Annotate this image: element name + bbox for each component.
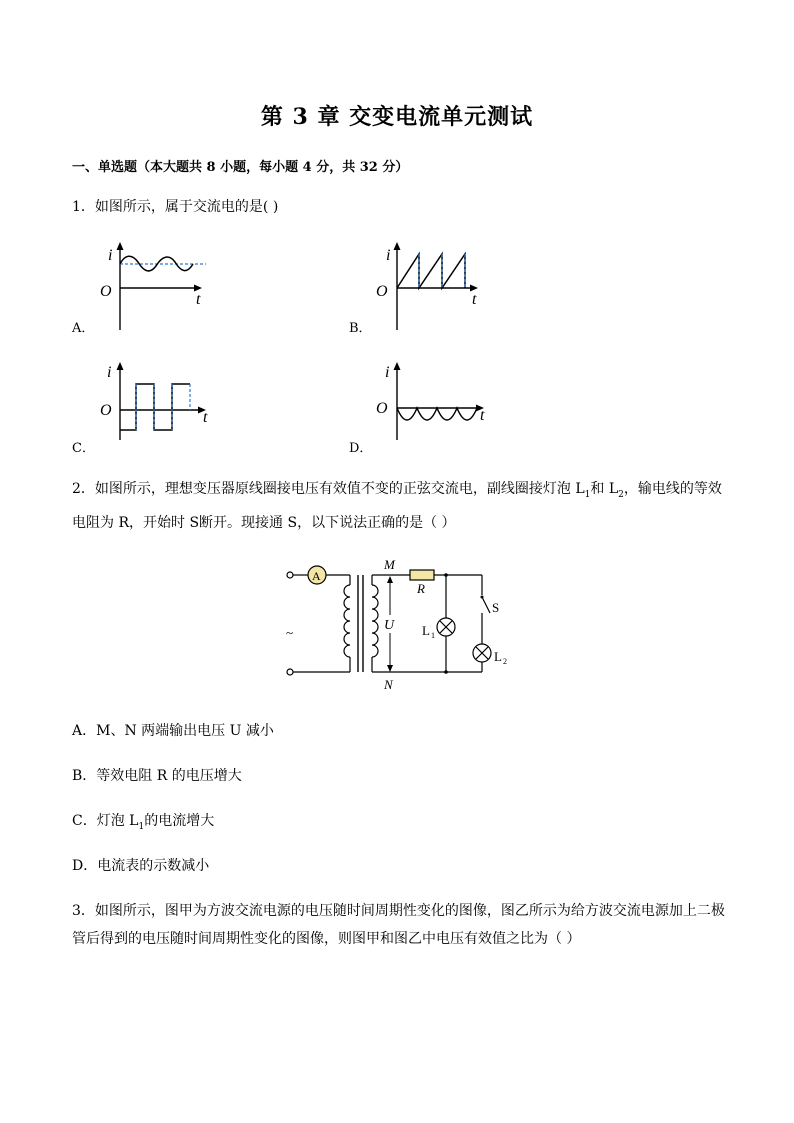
rectified-wave	[397, 408, 477, 420]
primary-coil	[344, 585, 350, 657]
axis-t-label: t	[480, 407, 485, 424]
secondary-coil	[372, 585, 378, 657]
q2-stem-part2: 和 L	[590, 481, 619, 497]
q3-line2: 管后得到的电压随时间周期性变化的图像，则图甲和图乙中电压有效值之比为（ ）	[72, 931, 581, 947]
axis-o-label: O	[376, 400, 388, 417]
resistor-r	[410, 570, 434, 580]
q2-stem-part3: ，输电线的等效	[623, 481, 722, 497]
ac-source-label: ~	[286, 625, 294, 640]
q2-choice-b[interactable]: B．等效电阻 R 的电压增大	[72, 768, 242, 784]
q2-sub2: 2	[618, 489, 624, 500]
q2-choice-d[interactable]: D．电流表的示数减小	[72, 858, 210, 874]
axis-o-label: O	[100, 283, 112, 300]
axis-o-label: O	[100, 402, 112, 419]
q3-line1: 3．如图所示，图甲为方波交流电源的电压随时间周期性变化的图像，图乙所示为给方波交流电源加上二极	[72, 903, 725, 919]
axis-t-label: t	[196, 291, 201, 308]
lamp-l1-sub: 1	[431, 631, 435, 640]
q2-choice-a[interactable]: A．M、N 两端输出电压 U 减小	[72, 723, 274, 739]
axis-t-label: t	[203, 409, 208, 426]
axis-o-label: O	[376, 283, 388, 300]
terminal-n-label: N	[384, 677, 393, 692]
voltage-u-label: U	[384, 618, 395, 633]
switch-s-label: S	[492, 600, 500, 615]
switch-s	[482, 597, 490, 613]
axis-i-label: i	[385, 364, 390, 381]
axis-i-label: i	[386, 247, 391, 264]
q2-stem-line2: 电阻为 R，开始时 S断开。现接通 S，以下说法正确的是（ ）	[72, 514, 456, 531]
question-2-stem	[72, 475, 752, 537]
sawtooth-curve	[397, 254, 465, 288]
q1-option-a[interactable]: A．	[72, 321, 95, 336]
lamp-l1-label: L	[422, 623, 430, 638]
q1-graph-b	[370, 240, 500, 330]
axis-i-label: i	[108, 247, 113, 264]
page-title: 第 3 章 交变电流单元测试	[260, 104, 534, 130]
lamp-l2-label: L	[494, 649, 502, 664]
q1-option-d[interactable]: D．	[349, 441, 373, 456]
q2-stem-part1: 2．如图所示，理想变压器原线圈接电压有效值不变的正弦交流电，副线圈接灯泡 L	[72, 481, 585, 497]
q2-choice-c-text: C．灯泡 L	[72, 813, 139, 829]
q1-graph-c	[90, 360, 220, 440]
q1-graph-a	[90, 240, 220, 330]
axis-t-label: t	[472, 291, 477, 308]
q2-choice-c-sub: 1	[138, 821, 145, 832]
q1-graph-d	[370, 360, 500, 440]
q2-sub1: 1	[584, 489, 591, 500]
q2-choice-c[interactable]	[72, 810, 214, 832]
axis-i-label: i	[107, 364, 112, 381]
resistor-r-label: R	[417, 581, 425, 596]
q2-choice-c-tail: 的电流增大	[144, 813, 215, 829]
square-wave	[120, 384, 190, 430]
section-header: 一、单选题（本大题共 8 小题，每小题 4 分，共 32 分）	[72, 160, 409, 175]
q1-option-c[interactable]: C．	[72, 441, 95, 456]
terminal-m-label: M	[384, 557, 395, 572]
question-3-stem	[72, 897, 752, 953]
question-1-stem: 1．如图所示，属于交流电的是( )	[72, 199, 279, 215]
ammeter-label: A	[312, 569, 321, 583]
q1-option-b[interactable]: B．	[349, 321, 372, 336]
lamp-l2-sub: 2	[503, 657, 507, 666]
q2-circuit-diagram	[280, 555, 520, 695]
